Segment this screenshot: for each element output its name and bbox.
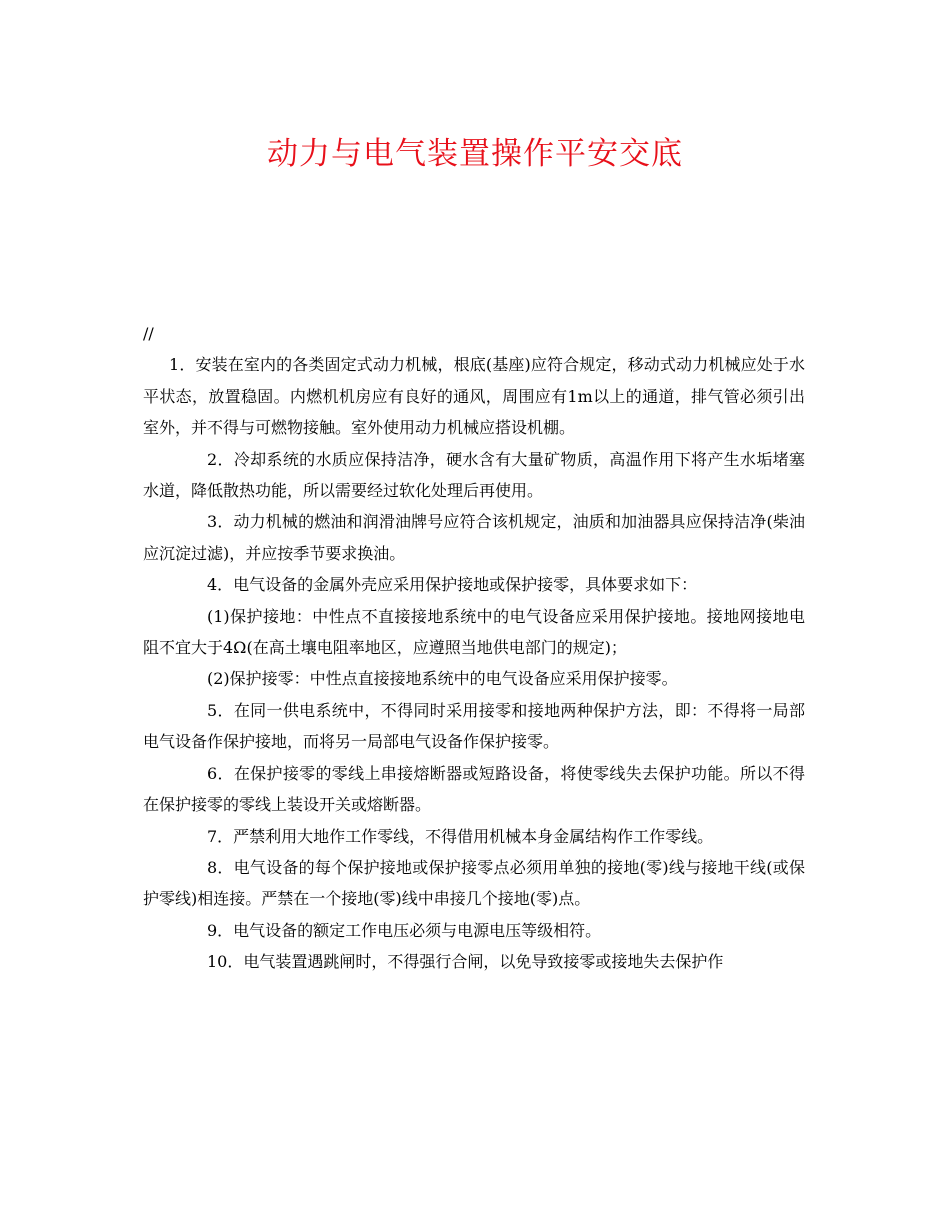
paragraph-2: 2．冷却系统的水质应保持洁净，硬水含有大量矿物质，高温作用下将产生水垢堵塞水道，降低散热功能，所以需要经过软化处理后再使用。 [143,449,805,501]
paragraph-9: 9．电气设备的额定工作电压必须与电源电压等级相符。 [207,920,602,940]
paragraph-1: 1．安装在室内的各类固定式动力机械，根底(基座)应符合规定，移动式动力机械应处于水平状态，放置稳固。内燃机机房应有良好的通风，周围应有1m以上的通道，排气管必须引出室外，并不得与可燃物接触。室外使用动力机械应搭设机棚。 [143,355,805,438]
paragraph-7: 7．严禁利用大地作工作零线，不得借用机械本身金属结构作工作零线。 [207,826,714,846]
paragraph-3: 3．动力机械的燃油和润滑油牌号应符合该机规定，油质和加油器具应保持洁净(柴油应沉淀过滤)，并应按季节要求换油。 [143,512,805,563]
document-body [143,318,805,978]
separator-marker: // [143,324,154,343]
paragraph-8: 8．电气设备的每个保护接地或保护接零点必须用单独的接地(零)线与接地干线(或保护零线)相连接。严禁在一个接地(零)线中串接几个接地(零)点。 [143,857,805,909]
paragraph-6: 6．在保护接零的零线上串接熔断器或短路设备，将使零线失去保护功能。所以不得在保护接零的零线上装设开关或熔断器。 [143,763,805,815]
paragraph-4-sub-1: (1)保护接地：中性点不直接接地系统中的电气设备应采用保护接地。接地网接地电阻不宜大于4Ω(在高土壤电阻率地区，应遵照当地供电部门的规定)； [143,606,805,658]
paragraph-5: 5．在同一供电系统中，不得同时采用接零和接地两种保护方法，即：不得将一局部电气设备作保护接地，而将另一局部电气设备作保护接零。 [143,700,805,752]
paragraph-10: 10．电气装置遇跳闸时，不得强行合闸，以免导致接零或接地失去保护作 [207,952,724,972]
paragraph-4-sub-2: (2)保护接零：中性点直接接地系统中的电气设备应采用保护接零。 [207,669,678,689]
paragraph-4: 4．电气设备的金属外壳应采用保护接地或保护接零，具体要求如下： [207,575,698,595]
document-title: 动力与电气装置操作平安交底 [267,136,683,172]
